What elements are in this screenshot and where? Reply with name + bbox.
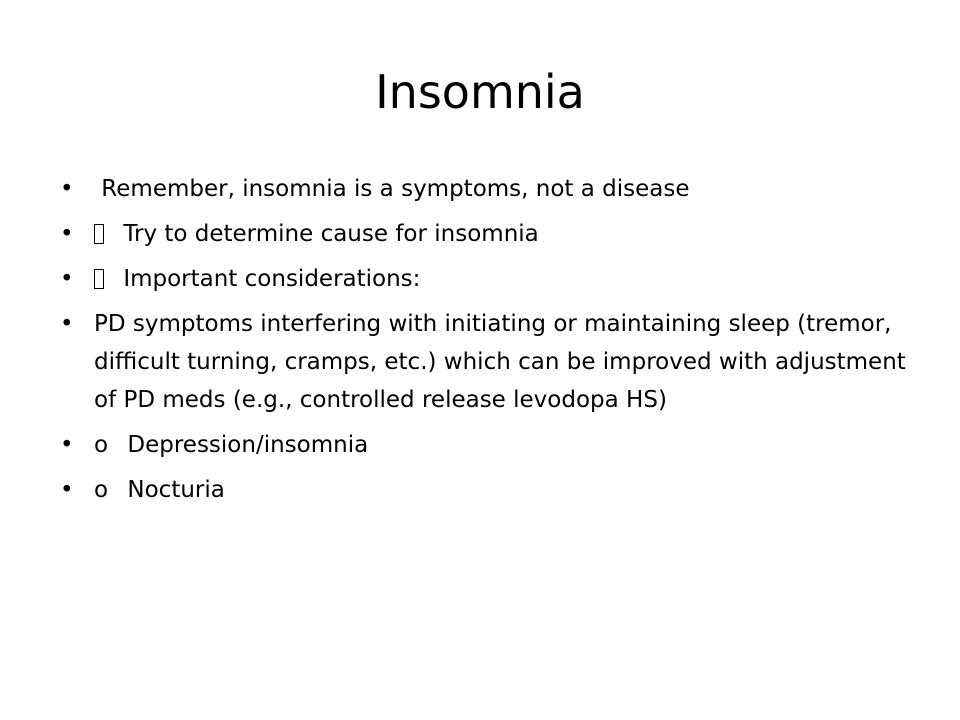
bullet-item	[60, 471, 910, 509]
missing-glyph-icon	[94, 269, 104, 289]
bullet-text: Try to determine cause for insomnia	[123, 221, 539, 247]
bullet-item	[60, 305, 910, 419]
bullet-item	[60, 170, 910, 208]
bullet-item	[60, 215, 910, 253]
bullet-item	[60, 260, 910, 298]
slide-title: Insomnia	[375, 65, 585, 119]
bullet-text: Nocturia	[127, 477, 225, 503]
bullet-icon: •	[60, 176, 74, 202]
sub-bullet-marker: o	[94, 432, 109, 458]
bullet-text: Important considerations:	[123, 266, 421, 292]
bullet-item	[60, 426, 910, 464]
bullet-icon: •	[60, 266, 74, 292]
bullet-icon: •	[60, 432, 74, 458]
bullet-icon: •	[60, 477, 74, 503]
bullet-icon: •	[60, 311, 74, 337]
bullet-list	[60, 170, 910, 516]
bullet-icon: •	[60, 221, 74, 247]
bullet-text: PD symptoms interfering with initiating or maintaining sleep (tremor, difficult turning, cramps, etc.) which can be improved with adjustment of PD meds (e.g., controlled release levodopa HS)	[94, 311, 906, 413]
sub-bullet-marker: o	[94, 477, 109, 503]
bullet-text: Depression/insomnia	[127, 432, 369, 458]
bullet-text: Remember, insomnia is a symptoms, not a disease	[94, 176, 690, 202]
missing-glyph-icon	[94, 224, 104, 244]
